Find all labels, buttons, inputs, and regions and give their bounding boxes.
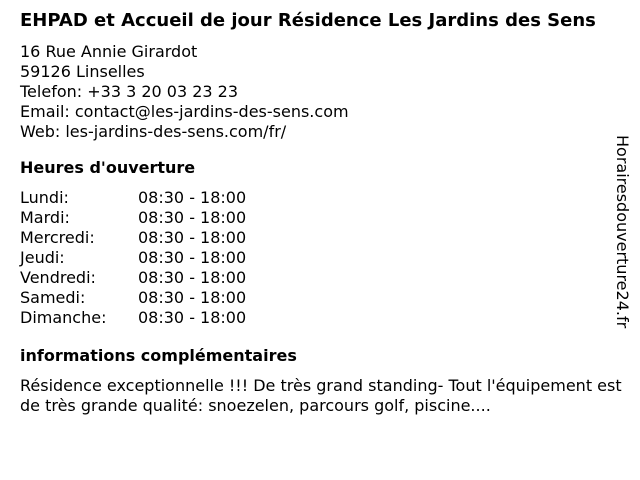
time-range: 08:30 - 18:00: [138, 268, 247, 287]
hours-row-sunday: [20, 308, 628, 328]
opening-hours-table: [20, 188, 628, 328]
day-label: Dimanche:: [20, 308, 107, 327]
city-address: 59126 Linselles: [20, 62, 145, 81]
hours-row-saturday: [20, 288, 628, 308]
hours-row-monday: [20, 188, 628, 208]
listing-content: [20, 10, 628, 416]
additional-info-heading: informations complémentaires: [20, 346, 297, 365]
opening-hours-heading: Heures d'ouverture: [20, 158, 196, 177]
hours-row-wednesday: [20, 228, 628, 248]
additional-info-text: Résidence exceptionnelle !!! De très grand standing- Tout l'équipement est de très grande qualité: snoezelen, parcours golf, piscine....: [20, 376, 622, 415]
site-watermark-label: Horairesdouverture24.fr: [613, 135, 632, 329]
hours-row-friday: [20, 268, 628, 288]
hours-row-thursday: [20, 248, 628, 268]
email-address: Email: contact@les-jardins-des-sens.com: [20, 102, 349, 121]
website-address: Web: les-jardins-des-sens.com/fr/: [20, 122, 287, 141]
time-range: 08:30 - 18:00: [138, 228, 247, 247]
hours-row-tuesday: [20, 208, 628, 228]
address-block: [20, 42, 628, 142]
day-label: Lundi:: [20, 188, 69, 207]
day-label: Mercredi:: [20, 228, 95, 247]
phone-number: Telefon: +33 3 20 03 23 23: [20, 82, 239, 101]
day-label: Mardi:: [20, 208, 70, 227]
time-range: 08:30 - 18:00: [138, 188, 247, 207]
day-label: Vendredi:: [20, 268, 96, 287]
day-label: Samedi:: [20, 288, 86, 307]
street-address: 16 Rue Annie Girardot: [20, 42, 198, 61]
time-range: 08:30 - 18:00: [138, 208, 247, 227]
time-range: 08:30 - 18:00: [138, 308, 247, 327]
time-range: 08:30 - 18:00: [138, 248, 247, 267]
time-range: 08:30 - 18:00: [138, 288, 247, 307]
page-title: EHPAD et Accueil de jour Résidence Les Jardins des Sens: [20, 10, 596, 31]
day-label: Jeudi:: [20, 248, 65, 267]
